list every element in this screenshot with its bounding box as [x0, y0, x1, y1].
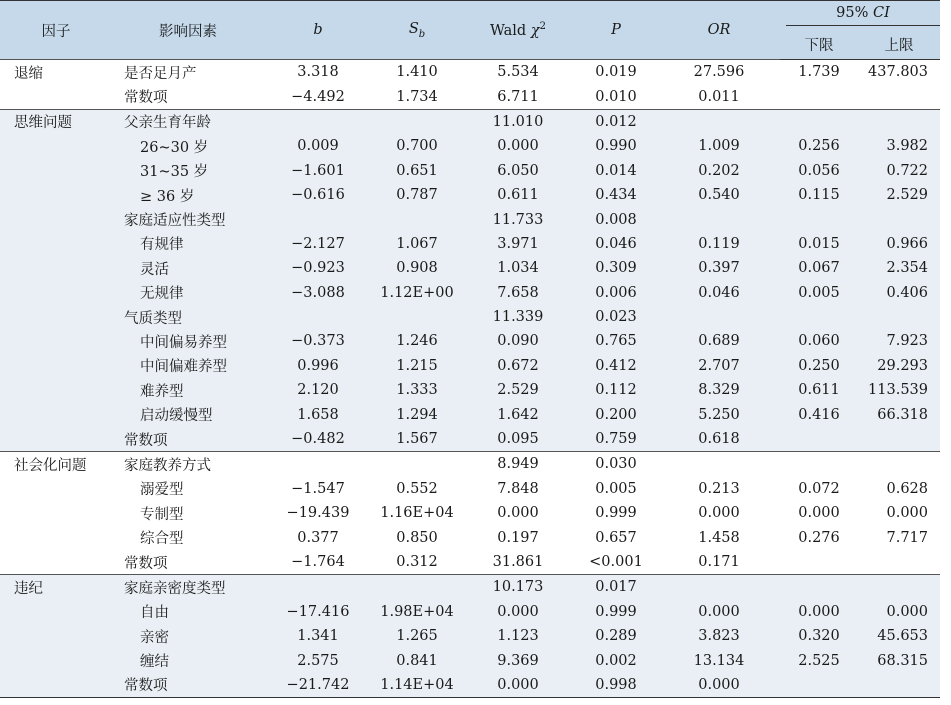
factor-cell: 思维问题	[0, 109, 112, 134]
factor-cell	[0, 402, 112, 426]
or-cell: 13.134	[658, 648, 780, 672]
lower-ci-cell: 0.056	[780, 159, 858, 183]
p-cell: 0.112	[574, 378, 658, 402]
factor-cell	[0, 477, 112, 501]
factor-cell	[0, 281, 112, 305]
factor-cell	[0, 159, 112, 183]
sb-cell: 1.294	[372, 402, 462, 426]
upper-ci-cell: 437.803	[858, 60, 940, 85]
header-p: P	[574, 1, 658, 60]
sb-cell: 1.246	[372, 329, 462, 353]
upper-ci-cell: 29.293	[858, 354, 940, 378]
p-cell: 0.999	[595, 505, 637, 522]
upper-ci-cell: 7.923	[858, 329, 940, 353]
or-cell: 0.689	[658, 329, 780, 353]
table-row	[0, 550, 940, 575]
lower-ci-cell: 0.250	[780, 354, 858, 378]
upper-ci-cell	[858, 550, 940, 575]
factor-cell	[0, 354, 112, 378]
header-ci: 95% CI	[780, 1, 940, 30]
or-cell: 5.250	[658, 402, 780, 426]
b-cell: −0.923	[264, 256, 372, 280]
b-cell: −21.742	[264, 673, 372, 698]
sb-cell	[372, 109, 462, 134]
b-cell: −0.616	[264, 183, 372, 207]
table-row	[0, 648, 940, 672]
upper-ci-cell	[858, 452, 940, 477]
item-cell: 中间偏易养型	[112, 329, 264, 353]
table-row	[0, 256, 940, 280]
item-cell: 缠结	[112, 648, 264, 672]
wald-cell: 1.123	[462, 624, 574, 648]
wald-cell: 1.642	[462, 402, 574, 426]
b-cell	[264, 109, 372, 134]
lower-ci-cell	[780, 207, 858, 231]
sb-cell: 0.552	[396, 480, 438, 497]
factor-cell: 社会化问题	[0, 452, 112, 477]
lower-ci-cell	[780, 427, 858, 452]
table-row	[0, 232, 940, 256]
or-cell: 0.540	[658, 183, 780, 207]
p-cell: 0.008	[574, 207, 658, 231]
sb-cell: 1.333	[372, 378, 462, 402]
wald-cell: 11.010	[462, 109, 574, 134]
p-cell: 0.289	[574, 624, 658, 648]
or-cell: 27.596	[658, 60, 780, 85]
p-cell: 0.023	[574, 305, 658, 329]
header-factor: 因子	[0, 1, 112, 60]
b-cell	[264, 207, 372, 231]
upper-ci-cell: 3.982	[858, 134, 940, 158]
upper-ci-cell	[858, 84, 940, 109]
lower-ci-cell: 0.067	[780, 256, 858, 280]
b-cell: −2.127	[264, 232, 372, 256]
p-cell: 0.030	[574, 452, 658, 477]
sb-cell: 1.14E+04	[372, 673, 462, 698]
wald-cell: 8.949	[462, 452, 574, 477]
factor-cell	[0, 648, 112, 672]
wald-cell: 6.050	[462, 159, 574, 183]
table-row	[0, 159, 940, 183]
factor-cell	[0, 207, 112, 231]
factor-cell	[0, 256, 112, 280]
table-row	[0, 452, 940, 477]
b-cell: 0.996	[264, 354, 372, 378]
factor-cell	[0, 305, 112, 329]
table-row	[0, 427, 940, 452]
b-cell: −19.439	[286, 505, 350, 522]
or-cell: 8.329	[658, 378, 780, 402]
p-cell: 0.019	[574, 60, 658, 85]
b-cell	[264, 575, 372, 600]
p-cell: 0.012	[574, 109, 658, 134]
b-cell: −1.601	[264, 159, 372, 183]
or-cell: 0.618	[658, 427, 780, 452]
upper-ci-cell: 0.628	[886, 480, 929, 497]
lower-ci-cell	[780, 305, 858, 329]
sb-cell	[372, 452, 462, 477]
b-cell: 0.377	[297, 529, 339, 546]
table-row	[0, 207, 940, 231]
or-cell: 0.000	[658, 600, 780, 624]
p-cell: 0.990	[574, 134, 658, 158]
sb-cell	[372, 575, 462, 600]
or-cell	[658, 109, 780, 134]
item-cell: 常数项	[112, 427, 264, 452]
lower-ci-cell: 0.256	[780, 134, 858, 158]
sb-cell: 1.215	[372, 354, 462, 378]
or-cell	[658, 305, 780, 329]
lower-ci-cell: 0.000	[780, 600, 858, 624]
b-cell: −3.088	[264, 281, 372, 305]
header-upper: 上限	[858, 29, 940, 60]
p-cell: 0.412	[574, 354, 658, 378]
p-cell: 0.759	[574, 427, 658, 452]
lower-ci-cell	[780, 673, 858, 698]
table-row	[0, 109, 940, 134]
item-cell: 常数项	[124, 555, 168, 572]
table-body	[0, 60, 940, 698]
upper-ci-cell	[858, 207, 940, 231]
factor-cell	[0, 550, 112, 575]
item-cell: 专制型	[140, 506, 184, 523]
b-cell	[264, 452, 372, 477]
upper-ci-cell: 0.000	[886, 505, 929, 522]
header-lower: 下限	[780, 29, 858, 60]
b-cell: 0.009	[264, 134, 372, 158]
upper-ci-cell: 0.406	[858, 281, 940, 305]
wald-cell: 5.534	[462, 60, 574, 85]
p-cell: 0.010	[595, 88, 637, 105]
or-cell: 0.000	[658, 673, 780, 698]
sb-cell: 0.787	[372, 183, 462, 207]
upper-ci-cell: 2.529	[858, 183, 940, 207]
header-b: b	[264, 1, 372, 60]
table-row	[0, 575, 940, 600]
table-row	[0, 60, 940, 85]
wald-cell: 0.000	[462, 600, 574, 624]
p-cell: 0.200	[574, 402, 658, 426]
lower-ci-cell: 0.276	[798, 529, 840, 546]
b-cell: −1.547	[291, 480, 345, 497]
or-cell: 2.707	[658, 354, 780, 378]
p-cell: 0.657	[595, 529, 637, 546]
p-cell: 0.046	[574, 232, 658, 256]
table-row	[0, 501, 940, 525]
item-cell: 灵活	[112, 256, 264, 280]
item-cell: 家庭亲密度类型	[112, 575, 264, 600]
p-cell: 0.309	[574, 256, 658, 280]
factor-cell	[0, 134, 112, 158]
wald-cell: 9.369	[462, 648, 574, 672]
item-cell: ≥ 36 岁	[112, 183, 264, 207]
item-cell: 常数项	[112, 673, 264, 698]
upper-ci-cell	[858, 305, 940, 329]
table-row	[0, 281, 940, 305]
factor-cell	[0, 427, 112, 452]
p-cell: 0.002	[574, 648, 658, 672]
lower-ci-cell	[780, 575, 858, 600]
or-cell: 3.823	[658, 624, 780, 648]
factor-cell	[0, 624, 112, 648]
item-cell: 自由	[112, 600, 264, 624]
or-cell: 0.119	[658, 232, 780, 256]
sb-cell	[372, 305, 462, 329]
wald-cell: 1.034	[462, 256, 574, 280]
lower-ci-cell	[780, 84, 858, 109]
wald-cell: 10.173	[462, 575, 574, 600]
lower-ci-cell: 0.611	[780, 378, 858, 402]
sb-cell: 1.98E+04	[372, 600, 462, 624]
header-sb: $S_b$	[372, 1, 462, 60]
b-cell: 1.658	[264, 402, 372, 426]
or-cell: 0.000	[698, 505, 740, 522]
item-cell: 是否足月产	[112, 60, 264, 85]
header-wald: Wald $\chi^2$	[462, 1, 574, 60]
upper-ci-cell: 2.354	[858, 256, 940, 280]
wald-cell: 7.658	[462, 281, 574, 305]
sb-cell: 1.567	[372, 427, 462, 452]
item-cell: 有规律	[112, 232, 264, 256]
upper-ci-cell: 68.315	[858, 648, 940, 672]
lower-ci-cell	[780, 452, 858, 477]
item-cell: 26~30 岁	[112, 134, 264, 158]
p-cell: <0.001	[589, 554, 643, 570]
factor-cell	[0, 673, 112, 698]
sb-cell: 0.651	[372, 159, 462, 183]
table-row	[0, 624, 940, 648]
item-cell: 31~35 岁	[112, 159, 264, 183]
wald-cell: 0.000	[462, 134, 574, 158]
sb-cell: 1.734	[396, 88, 438, 105]
item-cell: 家庭适应性类型	[112, 207, 264, 231]
table-row	[0, 183, 940, 207]
wald-cell: 31.861	[492, 554, 544, 570]
factor-cell	[0, 525, 112, 549]
factor-cell	[0, 84, 112, 109]
sb-cell: 0.908	[372, 256, 462, 280]
upper-ci-cell: 0.966	[858, 232, 940, 256]
sb-cell: 1.12E+00	[372, 281, 462, 305]
factor-cell	[0, 600, 112, 624]
wald-cell: 2.529	[462, 378, 574, 402]
wald-cell: 11.733	[462, 207, 574, 231]
p-cell: 0.998	[574, 673, 658, 698]
or-cell: 0.213	[698, 480, 740, 497]
table-row	[0, 329, 940, 353]
factor-cell	[0, 501, 112, 525]
wald-cell: 0.090	[462, 329, 574, 353]
item-cell: 综合型	[140, 531, 184, 548]
sb-cell: 0.850	[396, 529, 438, 546]
wald-cell: 0.672	[462, 354, 574, 378]
wald-cell: 0.000	[462, 673, 574, 698]
b-cell: 1.341	[264, 624, 372, 648]
item-cell: 启动缓慢型	[112, 402, 264, 426]
upper-ci-cell	[858, 673, 940, 698]
b-cell: −4.492	[291, 88, 345, 105]
p-cell: 0.006	[574, 281, 658, 305]
wald-cell: 0.000	[497, 505, 539, 522]
factor-cell	[0, 329, 112, 353]
b-cell: −0.482	[264, 427, 372, 452]
upper-ci-cell: 113.539	[858, 378, 940, 402]
lower-ci-cell	[780, 550, 858, 575]
factor-cell: 退缩	[0, 60, 112, 85]
upper-ci-cell	[858, 575, 940, 600]
item-cell: 中间偏难养型	[112, 354, 264, 378]
wald-cell: 0.095	[462, 427, 574, 452]
lower-ci-cell: 0.000	[798, 505, 840, 522]
table-row	[0, 354, 940, 378]
item-cell: 气质类型	[112, 305, 264, 329]
p-cell: 0.999	[574, 600, 658, 624]
upper-ci-cell	[858, 109, 940, 134]
p-cell: 0.434	[574, 183, 658, 207]
or-cell: 0.011	[698, 88, 740, 105]
table-row	[0, 84, 940, 109]
upper-ci-cell: 0.000	[858, 600, 940, 624]
lower-ci-cell: 0.416	[780, 402, 858, 426]
upper-ci-cell: 7.717	[886, 529, 929, 546]
lower-ci-cell: 0.060	[780, 329, 858, 353]
table-row	[0, 525, 940, 549]
sb-cell: 1.16E+04	[380, 505, 454, 522]
lower-ci-cell: 0.072	[798, 480, 840, 497]
table-row	[0, 378, 940, 402]
wald-cell: 6.711	[497, 88, 539, 105]
wald-cell: 0.611	[462, 183, 574, 207]
header-influence: 影响因素	[112, 1, 264, 60]
sb-cell: 1.067	[372, 232, 462, 256]
lower-ci-cell: 0.005	[780, 281, 858, 305]
b-cell: −1.764	[291, 554, 345, 570]
factor-cell: 违纪	[0, 575, 112, 600]
lower-ci-cell: 0.320	[780, 624, 858, 648]
lower-ci-cell: 0.015	[780, 232, 858, 256]
item-cell: 无规律	[112, 281, 264, 305]
or-cell	[658, 575, 780, 600]
sb-cell: 0.312	[396, 554, 438, 570]
item-cell: 难养型	[112, 378, 264, 402]
or-cell: 0.046	[658, 281, 780, 305]
lower-ci-cell	[780, 109, 858, 134]
or-cell	[658, 207, 780, 231]
item-cell: 常数项	[124, 90, 168, 107]
upper-ci-cell: 0.722	[858, 159, 940, 183]
item-cell: 溺爱型	[140, 482, 184, 499]
or-cell: 0.202	[658, 159, 780, 183]
wald-cell: 0.197	[497, 529, 539, 546]
b-cell: −0.373	[264, 329, 372, 353]
factor-cell	[0, 232, 112, 256]
sb-cell	[372, 207, 462, 231]
upper-ci-cell: 45.653	[858, 624, 940, 648]
b-cell: 2.120	[264, 378, 372, 402]
p-cell: 0.014	[574, 159, 658, 183]
or-cell	[658, 452, 780, 477]
or-cell: 1.458	[698, 529, 740, 546]
table-row	[0, 477, 940, 501]
lower-ci-cell: 2.525	[780, 648, 858, 672]
or-cell: 0.171	[698, 554, 740, 570]
sb-cell: 1.410	[372, 60, 462, 85]
factor-cell	[0, 378, 112, 402]
lower-ci-cell: 0.115	[780, 183, 858, 207]
table-header	[0, 1, 940, 60]
p-cell: 0.765	[574, 329, 658, 353]
wald-cell: 7.848	[497, 480, 539, 497]
table-row	[0, 600, 940, 624]
wald-cell: 3.971	[462, 232, 574, 256]
or-cell: 1.009	[658, 134, 780, 158]
upper-ci-cell	[858, 427, 940, 452]
lower-ci-cell: 1.739	[780, 60, 858, 85]
b-cell	[264, 305, 372, 329]
sb-cell: 0.700	[372, 134, 462, 158]
factor-cell	[0, 183, 112, 207]
item-cell: 父亲生育年龄	[112, 109, 264, 134]
sb-cell: 0.841	[372, 648, 462, 672]
table-row	[0, 305, 940, 329]
table-row	[0, 134, 940, 158]
b-cell: 3.318	[264, 60, 372, 85]
or-cell: 0.397	[658, 256, 780, 280]
table-row	[0, 673, 940, 698]
sb-cell: 1.265	[372, 624, 462, 648]
wald-cell: 11.339	[462, 305, 574, 329]
upper-ci-cell: 66.318	[858, 402, 940, 426]
header-or: OR	[658, 1, 780, 60]
p-cell: 0.005	[595, 480, 637, 497]
b-cell: 2.575	[264, 648, 372, 672]
p-cell: 0.017	[574, 575, 658, 600]
b-cell: −17.416	[264, 600, 372, 624]
item-cell: 亲密	[112, 624, 264, 648]
table-row	[0, 402, 940, 426]
item-cell: 家庭教养方式	[112, 452, 264, 477]
